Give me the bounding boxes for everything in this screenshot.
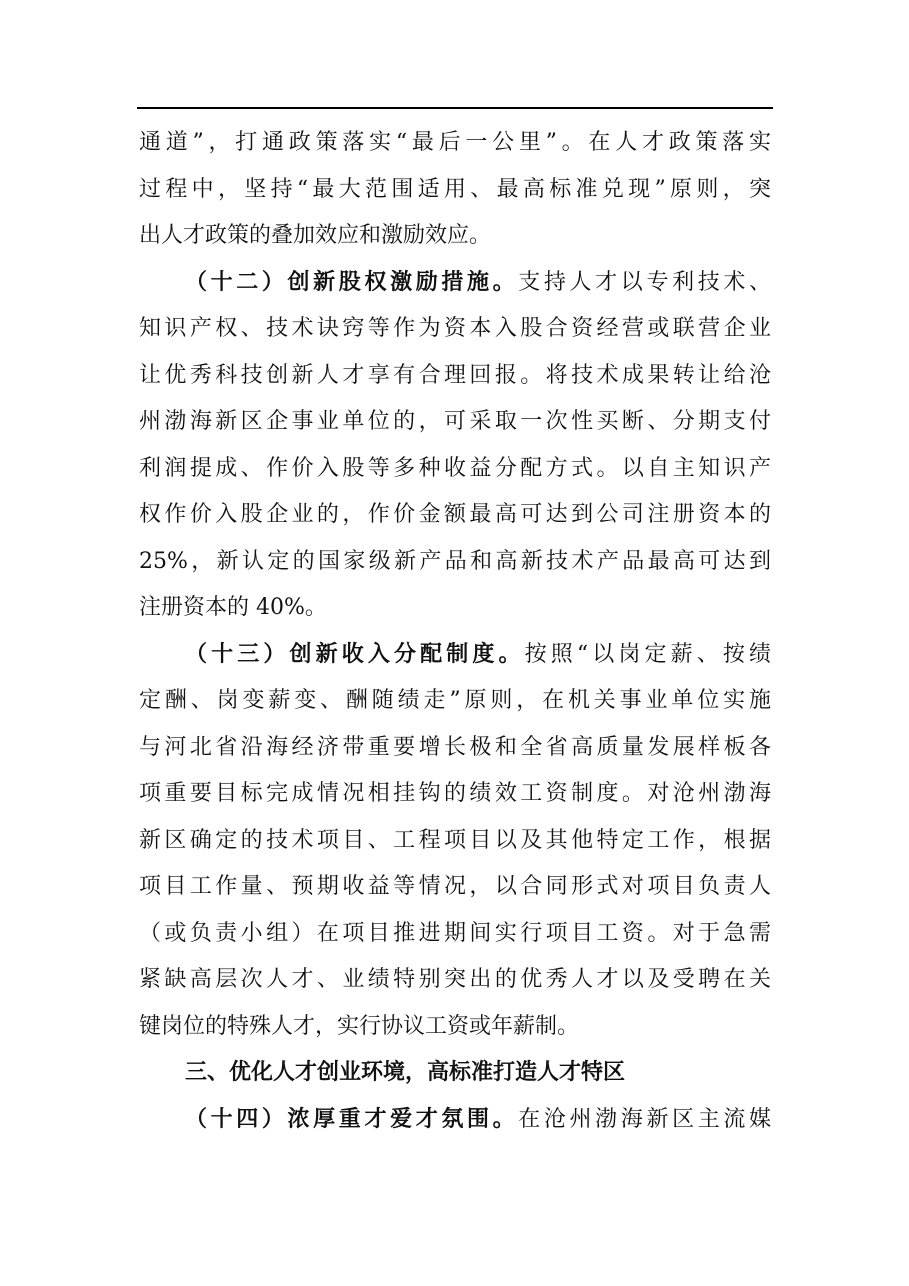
section-13-first-line	[139, 632, 771, 679]
paragraph-line: 州渤海新区企事业单位的，可采取一次性买断、分期支付	[139, 409, 771, 434]
paragraph-line: 与河北省沿海经济带重要增长极和全省高质量发展样板各	[139, 734, 771, 760]
paragraph-line: 项目工作量、预期收益等情况，以合同形式对项目负责人	[139, 874, 771, 899]
section-13-text: 按照“以岗定薪、按绩	[524, 641, 771, 667]
section-14-title: （十四）浓厚重才爱才氛围。	[185, 1106, 519, 1132]
paragraph-line: 项重要目标完成情况相挂钩的绩效工资制度。对沧州渤海	[139, 781, 771, 806]
header-rule	[137, 107, 773, 109]
paragraph-line: 通道”，打通政策落实“最后一公里”。在人才政策落实	[139, 130, 771, 155]
section-12-first-line	[139, 260, 771, 307]
paragraph-line: 利润提成、作价入股等多种收益分配方式。以自主知识产	[139, 455, 771, 481]
paragraph-line: 新区确定的技术项目、工程项目以及其他特定工作，根据	[139, 827, 771, 853]
section-13-title: （十三）创新收入分配制度。	[185, 641, 525, 667]
paragraph-line: 知识产权、技术诀窍等作为资本入股合资经营或联营企业	[139, 316, 771, 341]
section-12-title: （十二）创新股权激励措施。	[185, 269, 519, 295]
paragraph-line: 定酬、岗变薪变、酬随绩走”原则，在机关事业单位实施	[139, 688, 771, 713]
paragraph-line: （或负责小组）在项目推进期间实行项目工资。对于急需	[139, 920, 771, 946]
paragraph-line: 紧缺高层次人才、业绩特别突出的优秀人才以及受聘在关	[139, 967, 771, 992]
paragraph-line: 过程中，坚持“最大范围适用、最高标准兑现”原则，突	[139, 176, 771, 202]
paragraph-line: 出人才政策的叠加效应和激励效应。	[139, 223, 492, 248]
section-12-text: 支持人才以专利技术、	[518, 269, 771, 295]
paragraph-line: 25%，新认定的国家级新产品和高新技术产品最高可达到	[139, 548, 771, 574]
section-14-first-line	[139, 1097, 771, 1144]
document-body	[139, 120, 771, 1143]
section-14-text: 在沧州渤海新区主流媒	[518, 1106, 771, 1132]
paragraph-line: 让优秀科技创新人才享有合理回报。将技术成果转让给沧	[139, 362, 771, 388]
paragraph-line: 注册资本的 40%。	[139, 595, 327, 620]
paragraph-line: 权作价入股企业的，作价金额最高可达到公司注册资本的	[139, 502, 771, 527]
paragraph-line: 键岗位的特殊人才，实行协议工资或年薪制。	[139, 1013, 580, 1039]
section-heading-3: 三、优化人才创业环境，高标准打造人才特区	[185, 1060, 626, 1085]
